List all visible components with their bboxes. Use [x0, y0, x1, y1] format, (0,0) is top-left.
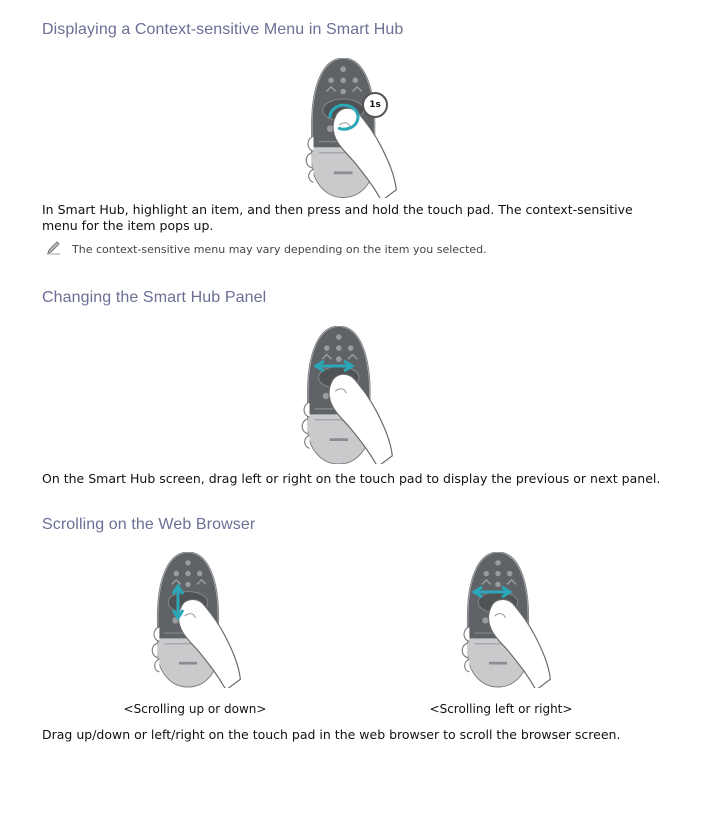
context-menu-note — [46, 241, 487, 256]
context-menu-instructions: In Smart Hub, highlight an item, and then press and hold the touch pad. The context-sensitive menu for the item pops up. — [42, 202, 633, 233]
panel-change-instructions: On the Smart Hub screen, drag left or right on the touch pad to display the previous or next panel. — [42, 471, 661, 486]
timer-label: 1s — [369, 100, 381, 110]
caption-scroll-left-right: <Scrolling left or right> — [429, 702, 573, 716]
section-heading-web-browser: Scrolling on the Web Browser — [42, 516, 256, 533]
stopwatch-icon — [362, 92, 388, 118]
pencil-icon — [46, 241, 62, 255]
section-heading-smart-hub-panel: Changing the Smart Hub Panel — [42, 289, 267, 306]
scroll-vertical-illustration — [148, 552, 252, 688]
note-text: The context-sensitive menu may vary depending on the item you selected. — [72, 243, 487, 256]
scroll-horizontal-illustration — [458, 552, 562, 688]
panel-change-illustration — [298, 326, 404, 464]
caption-scroll-up-down: <Scrolling up or down> — [123, 702, 267, 716]
context-menu-illustration — [300, 58, 410, 198]
section-heading-context-menu: Displaying a Context-sensitive Menu in Smart Hub — [42, 21, 404, 38]
web-browser-instructions: Drag up/down or left/right on the touch pad in the web browser to scroll the browser screen. — [42, 727, 621, 742]
